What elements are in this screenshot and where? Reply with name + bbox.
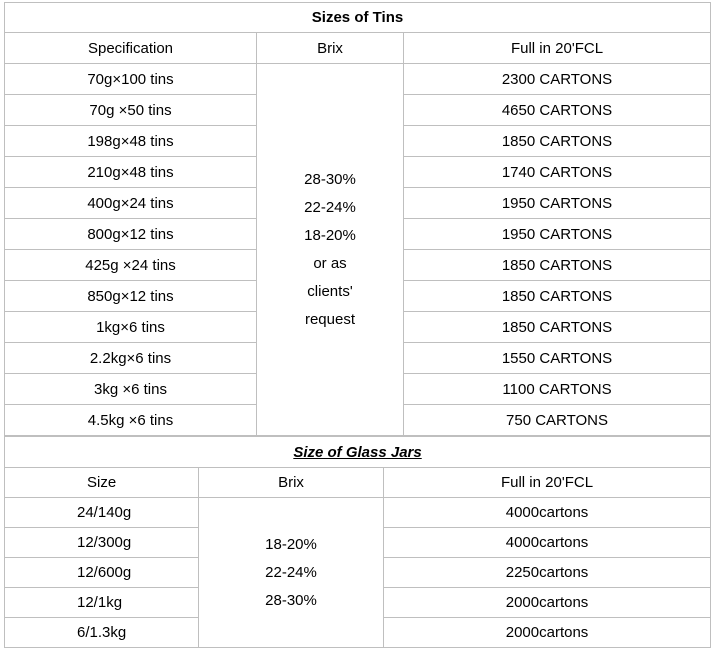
tin-fcl: 1100 CARTONS: [404, 374, 711, 405]
jar-size: 12/600g: [5, 558, 199, 588]
tin-spec: 425g ×24 tins: [5, 250, 257, 281]
brix-line: 28-30%: [265, 591, 317, 609]
tin-spec: 850g×12 tins: [5, 281, 257, 312]
tin-fcl: 1550 CARTONS: [404, 343, 711, 374]
jars-title-row: [5, 437, 711, 468]
jars-header-brix: Brix: [199, 468, 384, 498]
tin-spec: 70g×100 tins: [5, 64, 257, 95]
jars-table: [4, 436, 711, 648]
jars-title: Size of Glass Jars: [293, 443, 422, 461]
tin-spec: 2.2kg×6 tins: [5, 343, 257, 374]
tin-fcl: 1740 CARTONS: [404, 157, 711, 188]
jar-size: 6/1.3kg: [5, 618, 199, 648]
tin-fcl: 1850 CARTONS: [404, 126, 711, 157]
jar-size: 12/1kg: [5, 588, 199, 618]
jar-fcl: 2250cartons: [384, 558, 711, 588]
tin-fcl: 1950 CARTONS: [404, 219, 711, 250]
jars-title-cell: [5, 437, 711, 468]
tin-fcl: 750 CARTONS: [404, 405, 711, 436]
brix-line: clients': [307, 282, 353, 300]
tin-fcl: 4650 CARTONS: [404, 95, 711, 126]
tin-spec: 4.5kg ×6 tins: [5, 405, 257, 436]
tins-title-row: [5, 3, 711, 33]
tin-spec: 400g×24 tins: [5, 188, 257, 219]
tin-fcl: 1850 CARTONS: [404, 250, 711, 281]
brix-line: 18-20%: [304, 226, 356, 244]
jar-fcl: 4000cartons: [384, 498, 711, 528]
tins-title: Sizes of Tins: [5, 3, 711, 33]
brix-line: 22-24%: [265, 563, 317, 581]
tin-spec: 3kg ×6 tins: [5, 374, 257, 405]
tins-header-fcl: Full in 20'FCL: [404, 33, 711, 64]
brix-line: 22-24%: [304, 198, 356, 216]
brix-line: 18-20%: [265, 535, 317, 553]
tin-spec: 70g ×50 tins: [5, 95, 257, 126]
tin-fcl: 1850 CARTONS: [404, 312, 711, 343]
table-row: [5, 64, 711, 95]
jars-header-row: [5, 468, 711, 498]
jar-fcl: 2000cartons: [384, 588, 711, 618]
jar-size: 12/300g: [5, 528, 199, 558]
table-row: [5, 498, 711, 528]
brix-line: or as: [313, 254, 347, 272]
jars-header-size: Size: [5, 468, 199, 498]
tins-header-specification: Specification: [5, 33, 257, 64]
tin-spec: 210g×48 tins: [5, 157, 257, 188]
jars-brix-cell: [199, 498, 384, 648]
jars-header-fcl: Full in 20'FCL: [384, 468, 711, 498]
brix-line: 28-30%: [304, 170, 356, 188]
tins-header-row: [5, 33, 711, 64]
jar-fcl: 2000cartons: [384, 618, 711, 648]
tins-header-brix: Brix: [257, 33, 404, 64]
jar-size: 24/140g: [5, 498, 199, 528]
tin-spec: 198g×48 tins: [5, 126, 257, 157]
tins-table: [4, 2, 711, 436]
tins-brix-cell: [257, 64, 404, 436]
jar-fcl: 4000cartons: [384, 528, 711, 558]
tin-spec: 1kg×6 tins: [5, 312, 257, 343]
tin-fcl: 2300 CARTONS: [404, 64, 711, 95]
brix-line: request: [304, 310, 356, 328]
tin-spec: 800g×12 tins: [5, 219, 257, 250]
tin-fcl: 1950 CARTONS: [404, 188, 711, 219]
tin-fcl: 1850 CARTONS: [404, 281, 711, 312]
